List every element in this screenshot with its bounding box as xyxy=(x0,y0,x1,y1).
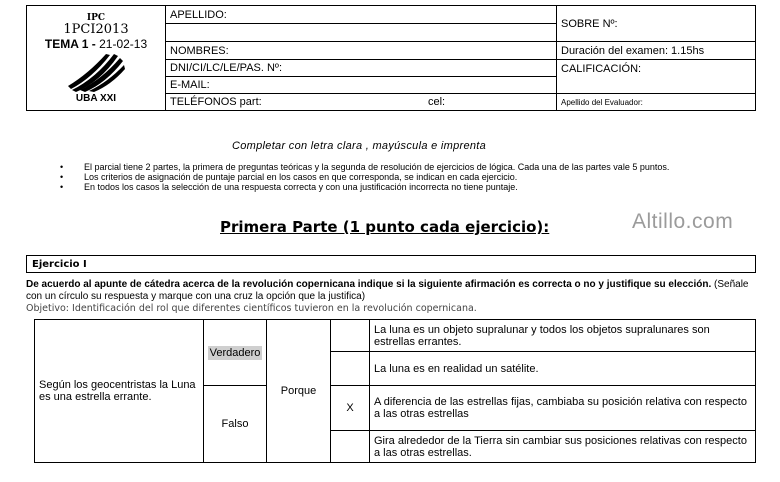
option-mark[interactable] xyxy=(331,320,370,352)
statement-cell: Según los geocentristas la Luna es una estrella errante. xyxy=(35,320,204,463)
section-title: Primera Parte (1 punto cada ejercicio): xyxy=(220,218,550,236)
option-mark[interactable] xyxy=(331,352,370,386)
uba-logo-icon xyxy=(66,52,126,92)
watermark: Altillo.com xyxy=(632,210,734,233)
list-item: • En todos los casos la selección de una respuesta correcta y con una justificación incorrecta no tiene puntaje. xyxy=(60,182,518,192)
nombres-field[interactable]: NOMBRES: xyxy=(166,42,557,60)
evaluador-field[interactable]: Apellido del Evaluador: xyxy=(557,94,756,111)
option-text: A diferencia de las estrellas fijas, cambiaba su posición relativa con respecto a las otras estrellas xyxy=(370,386,756,431)
cel-field[interactable]: cel: xyxy=(424,94,557,111)
dni-field[interactable]: DNI/CI/LC/LE/PAS. Nº: xyxy=(166,60,557,77)
false-label: Falso xyxy=(221,418,249,430)
ipc-label: IPC xyxy=(86,13,106,23)
answer-table xyxy=(34,319,756,463)
exam-header-table xyxy=(26,5,756,111)
exercise-title: Ejercicio I xyxy=(26,255,756,273)
true-option[interactable] xyxy=(204,320,267,386)
email-field[interactable]: E-MAIL: xyxy=(166,77,557,94)
porque-cell: Porque xyxy=(267,320,331,463)
list-item: • Los criterios de asignación de puntaje parcial en los casos en que corresponda, se indican en cada ejercicio. xyxy=(60,172,518,182)
false-option[interactable] xyxy=(204,386,267,463)
calificacion-field[interactable]: CALIFICACIÓN: xyxy=(557,60,756,94)
option-mark[interactable]: X xyxy=(331,386,370,431)
exercise-instruction: De acuerdo al apunte de cátedra acerca de la revolución copernicana indique si la siguiente afirmación es correcta o no y justifique su elección. (Señale con un círculo su respuesta y marque con una cruz la opción que la justifica) xyxy=(26,279,749,302)
instructions-list xyxy=(60,162,720,192)
tema-line: TEMA 1 - 21-02-13 xyxy=(44,37,148,51)
list-item: • El parcial tiene 2 partes, la primera de preguntas teóricas y la segunda de resolución de ejercicios de lógica. Cada una de las partes vale 5 puntos. xyxy=(60,162,670,172)
option-text: La luna es en realidad un satélite. xyxy=(370,352,756,386)
uba-brand-label: UBA XXI xyxy=(75,93,117,104)
telefonos-field[interactable]: TELÉFONOS part: xyxy=(166,94,425,111)
logo-block xyxy=(27,6,166,111)
completion-note: Completar con letra clara , mayúscula e imprenta xyxy=(232,140,487,152)
duracion-label: Duración del examen: 1.15hs xyxy=(557,42,756,60)
exercise-objective: Objetivo: Identificación del rol que diferentes científicos tuvieron en la revolución copernicana. xyxy=(26,303,477,314)
option-mark[interactable] xyxy=(331,431,370,463)
exam-code: 1PCI2013 xyxy=(63,22,129,37)
sobre-field[interactable]: SOBRE Nº: xyxy=(557,6,756,42)
apellido-field[interactable]: APELLIDO: xyxy=(166,6,557,24)
option-text: Gira alrededor de la Tierra sin cambiar sus posiciones relativas con respecto a las otras estrellas. xyxy=(370,431,756,463)
option-text: La luna es un objeto supralunar y todos los objetos supralunares son estrellas errantes. xyxy=(370,320,756,352)
true-label: Verdadero xyxy=(209,346,261,359)
